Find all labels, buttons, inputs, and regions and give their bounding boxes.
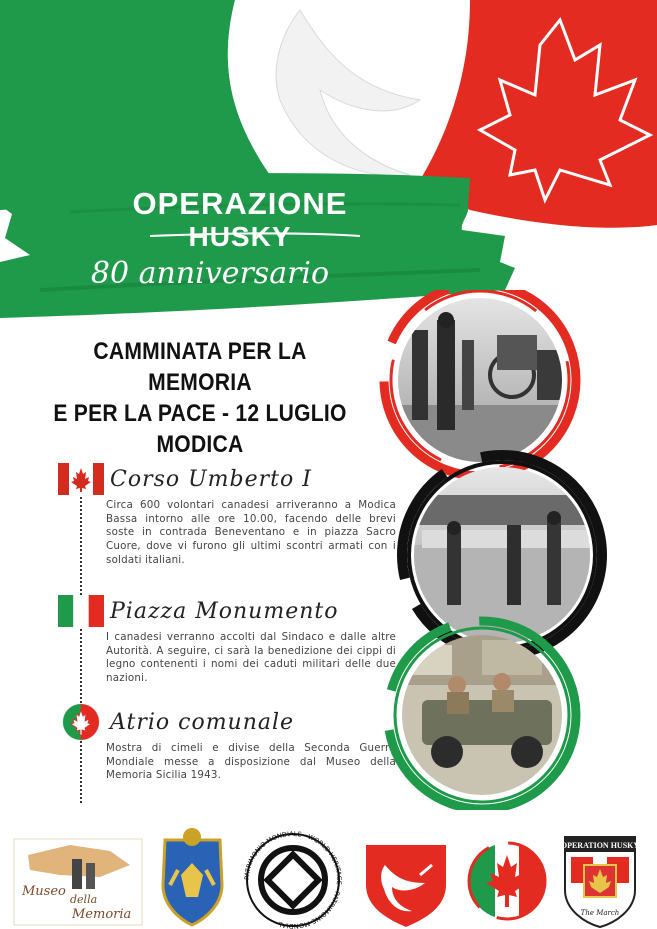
operation-husky-label: OPERATION HUSKY	[560, 841, 640, 850]
page-headline	[45, 336, 355, 460]
coat-of-arms-logo	[163, 828, 222, 925]
unesco-ring-text: PATRIMONIO MONDIALE · WORLD HERITAGE · PATRIMOINE MONDIAL ·	[242, 829, 344, 929]
italy-flag-icon	[58, 595, 104, 627]
photo-soldiers-street	[412, 465, 592, 645]
banner-title-line2: HUSKY	[188, 221, 292, 252]
section-text: I canadesi verranno accolti dal Sindaco e dalle altre Autorità. A seguire, ci sarà la benedizione dei cippi di legno contenenti i nomi dei caduti militari delle due nazioni.	[106, 631, 396, 685]
section-title: Corso Umberto I	[110, 466, 312, 492]
section-atrio-comunale	[58, 705, 396, 783]
section-corso-umberto	[58, 462, 396, 568]
section-text: Mostra di cimeli e divise della Seconda Guerra Mondiale messe a disposizione dal Museo della Memoria Sicilia 1943.	[106, 742, 396, 782]
headline-line1: CAMMINATA PER LA MEMORIA	[93, 338, 307, 396]
operation-march-label: The March	[580, 909, 620, 917]
banner-title-line1: OPERAZIONE	[132, 186, 348, 221]
section-title: Piazza Monumento	[110, 598, 339, 624]
museo-label-1: Museo	[22, 884, 66, 899]
italy-canada-emblem-logo	[469, 843, 545, 919]
museo-label-2: della	[70, 893, 98, 906]
maple-leaf-emblem-icon	[58, 702, 104, 742]
museo-label-3: Memoria	[72, 907, 132, 922]
world-heritage-logo	[243, 830, 343, 929]
section-piazza-monumento	[58, 594, 396, 686]
section-text: Circa 600 volontari canadesi arriveranno a Modica Bassa intorno alle ore 10.00, facendo delle brevi soste in contrada Beneventano e in piazza Sacro Cuore, dove vi furono gli ultimi scontri armati con i soldati italiani.	[106, 499, 396, 566]
dove-shield-logo	[366, 845, 446, 927]
headline-line3: MODICA	[156, 431, 244, 458]
headline-line2: E PER LA PACE - 12 LUGLIO	[53, 400, 347, 427]
section-title: Atrio comunale	[110, 709, 295, 735]
canada-flag-icon	[58, 463, 104, 495]
historic-photos	[362, 290, 657, 810]
banner-subtitle: 80 anniversario	[90, 256, 330, 291]
sponsor-logos	[0, 815, 657, 929]
